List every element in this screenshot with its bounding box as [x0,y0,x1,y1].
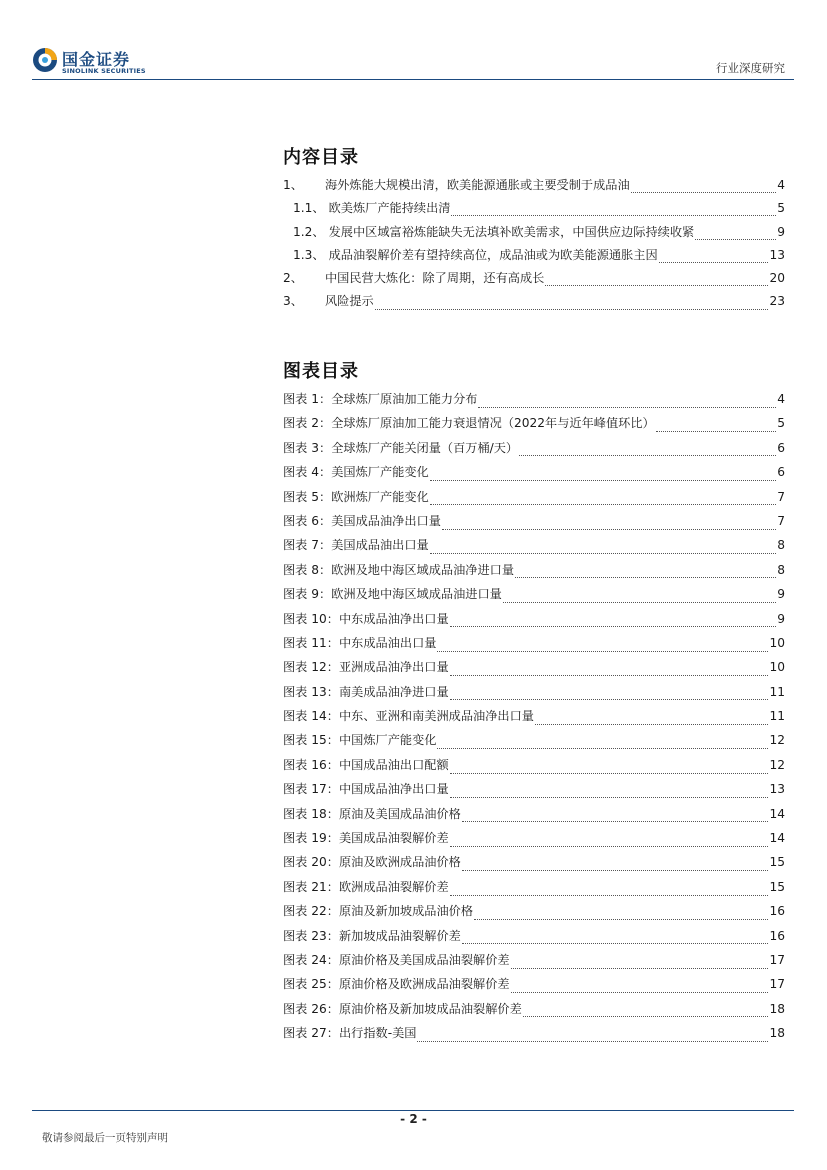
toc-entry-page: 13 [769,247,785,262]
figure-entry-page: 11 [769,684,785,699]
toc-list [283,176,785,316]
dot-leader [450,895,769,896]
toc-entry-page: 9 [777,224,785,239]
company-logo [32,45,152,79]
figure-entry-page: 8 [777,562,785,577]
figure-entry-page: 9 [777,587,785,602]
figure-entry[interactable] [283,927,785,951]
figure-entry[interactable] [283,463,785,487]
figure-entry-page: 5 [777,416,785,431]
toc-entry-page: 4 [777,178,785,192]
toc-entry[interactable] [283,292,785,315]
figure-entry-page: 14 [769,831,785,846]
figure-entry-title: 欧洲及地中海区域成品油净进口量 [331,562,515,577]
figure-entry[interactable] [283,561,785,585]
dot-leader [430,480,777,481]
dot-leader [450,846,769,847]
dot-leader [535,724,769,725]
figure-entry-label: 图表 26： [283,1001,339,1016]
dot-leader [474,919,768,920]
figure-list [283,390,785,1049]
figure-entry-page: 14 [769,806,785,821]
figure-entry-page: 4 [777,392,785,406]
figure-entry-title: 美国成品油出口量 [331,538,429,553]
figure-entry-label: 图表 8： [283,562,332,577]
figure-entry-title: 中东成品油出口量 [338,635,437,650]
figure-entry-title: 欧洲成品油裂解价差 [338,879,449,894]
dot-leader [462,821,769,822]
figure-entry[interactable] [283,634,785,658]
footer-divider [32,1110,794,1111]
figure-entry-page: 7 [777,513,785,528]
figure-entry[interactable] [283,878,785,902]
figure-entry-label: 图表 25： [283,977,339,992]
figure-entry-label: 图表 2： [283,416,332,431]
figure-entry-page: 12 [769,757,785,772]
figure-entry-title: 全球炼厂原油加工能力衰退情况（2022年与近年峰值环比） [331,416,655,431]
figure-entry[interactable] [283,853,785,877]
figure-entry[interactable] [283,829,785,853]
figure-entry-page: 9 [777,611,785,626]
figure-entry-page: 17 [769,977,785,992]
toc-entry-page: 20 [769,271,785,286]
figure-entry-title: 美国成品油净出口量 [331,513,441,528]
figure-entry-label: 图表 6： [283,513,332,528]
figure-entry-label: 图表 23： [283,928,339,943]
figure-entry-title: 原油及美国成品油价格 [338,806,461,821]
figure-entry-label: 图表 17： [283,782,339,797]
figure-entry-page: 17 [769,952,785,967]
toc-entry[interactable] [283,176,785,199]
logo-mark-icon [32,47,58,73]
dot-leader [462,870,769,871]
dot-leader [450,699,769,700]
figure-entry-page: 16 [769,928,785,943]
dot-leader [545,285,768,286]
page-header [0,0,827,82]
figure-entry-label: 图表 15： [283,733,339,748]
figure-entry-label: 图表 14： [283,709,339,724]
toc-entry-title: 风险提示 [324,294,374,309]
page-number: - 2 - [400,1112,427,1126]
dot-leader [430,553,777,554]
figure-entry-label: 图表 11： [283,635,339,650]
figure-entry-label: 图表 24： [283,952,339,967]
dot-leader [450,626,777,627]
figure-entry-title: 美国成品油裂解价差 [338,831,449,846]
figure-entry-page: 15 [769,879,785,894]
figure-entry-title: 亚洲成品油净出口量 [338,660,449,675]
toc-entry[interactable] [283,246,785,269]
figure-entry-page: 16 [769,904,785,919]
figure-list-title: 图表目录 [283,361,359,382]
figure-entry[interactable] [283,951,785,975]
figure-entry-label: 图表 21： [283,879,339,894]
figure-entry[interactable] [283,1024,785,1048]
figure-entry-title: 南美成品油净进口量 [338,684,449,699]
figure-entry-label: 图表 5： [283,489,332,504]
logo-english-name: SINOLINK SECURITIES [62,67,146,75]
figure-entry-title: 原油价格及欧洲成品油裂解价差 [338,977,510,992]
figure-entry-page: 6 [777,465,785,480]
toc-entry-page: 23 [769,294,785,309]
figure-entry-title: 中东成品油净出口量 [338,611,449,626]
dot-leader [656,431,777,432]
header-divider [32,79,794,80]
figure-entry-page: 8 [777,538,785,553]
logo-chinese-name: 国金证券 [62,50,131,69]
figure-entry-page: 10 [769,635,785,650]
figure-entry-page: 18 [769,1001,785,1016]
toc-entry-number: 2、 [283,271,303,286]
figure-entry-page: 12 [769,733,785,748]
figure-entry-title: 中国成品油出口配额 [338,757,449,772]
toc-entry-title: 欧美炼厂产能持续出清 [328,201,451,216]
dot-leader [430,504,777,505]
toc-entry[interactable] [283,199,785,222]
figure-entry[interactable] [283,707,785,731]
figure-entry-title: 原油价格及美国成品油裂解价差 [338,952,510,967]
figure-entry[interactable] [283,414,785,438]
figure-entry-title: 原油及新加坡成品油价格 [338,904,474,919]
toc-entry-page: 5 [777,201,785,216]
toc-entry-title: 海外炼能大规模出清，欧美能源通胀或主要受制于成品油 [324,178,630,192]
toc-entry-title: 中国民营大炼化：除了周期，还有高成长 [324,271,545,286]
figure-entry[interactable] [283,683,785,707]
dot-leader [437,651,768,652]
figure-entry-title: 原油及欧洲成品油价格 [338,855,461,870]
figure-entry-title: 欧洲炼厂产能变化 [331,489,429,504]
dot-leader [523,1016,769,1017]
figure-entry-page: 15 [769,855,785,870]
dot-leader [695,239,776,240]
dot-leader [503,602,776,603]
figure-entry-title: 欧洲及地中海区域成品油进口量 [331,587,502,602]
toc-entry-number: 1.2、 [293,224,325,239]
figure-entry-page: 11 [769,709,785,724]
figure-entry-title: 中国炼厂产能变化 [338,733,437,748]
figure-entry-label: 图表 27： [283,1026,339,1041]
dot-leader [450,797,769,798]
dot-leader [631,192,777,193]
figure-entry[interactable] [283,1000,785,1024]
figure-entry-label: 图表 7： [283,538,332,553]
figure-entry-label: 图表 1： [283,392,332,406]
toc-entry[interactable] [283,223,785,246]
figure-entry-title: 中东、亚洲和南美洲成品油净出口量 [338,709,534,724]
figure-entry-title: 全球炼厂产能关闭量（百万桶/天） [331,440,519,455]
figure-entry-page: 7 [777,489,785,504]
toc-entry-title: 发展中区域富裕炼能缺失无法填补欧美需求，中国供应边际持续收紧 [328,224,695,239]
toc-entry-number: 3、 [283,294,303,309]
figure-entry-label: 图表 16： [283,757,339,772]
disclaimer-note: 敬请参阅最后一页特别声明 [42,1132,168,1144]
figure-entry-label: 图表 4： [283,465,332,480]
figure-entry[interactable] [283,805,785,829]
figure-entry[interactable] [283,658,785,682]
figure-entry[interactable] [283,780,785,804]
dot-leader [417,1041,768,1042]
figure-entry[interactable] [283,512,785,536]
dot-leader [519,455,776,456]
dot-leader [451,215,776,216]
figure-entry-label: 图表 19： [283,831,339,846]
dot-leader [375,309,769,310]
figure-entry-page: 13 [769,782,785,797]
figure-entry[interactable] [283,902,785,926]
figure-entry-title: 美国炼厂产能变化 [331,465,429,480]
figure-entry-page: 10 [769,660,785,675]
figure-entry-title: 原油价格及新加坡成品油裂解价差 [338,1001,522,1016]
dot-leader [478,407,776,408]
dot-leader [450,773,769,774]
report-category: 行业深度研究 [716,61,785,75]
figure-entry[interactable] [283,390,785,414]
dot-leader [437,748,768,749]
dot-leader [511,992,769,993]
dot-leader [450,675,769,676]
figure-entry[interactable] [283,731,785,755]
figure-entry[interactable] [283,488,785,512]
figure-entry-label: 图表 3： [283,440,332,455]
toc-entry[interactable] [283,269,785,292]
dot-leader [659,262,769,263]
figure-entry-page: 6 [777,440,785,455]
figure-entry-label: 图表 9： [283,587,332,602]
figure-entry-title: 出行指数-美国 [338,1026,417,1041]
dot-leader [442,529,776,530]
figure-entry-title: 全球炼厂原油加工能力分布 [331,392,478,406]
figure-entry[interactable] [283,439,785,463]
figure-entry[interactable] [283,975,785,999]
dot-leader [511,968,769,969]
figure-entry-label: 图表 22： [283,904,339,919]
figure-entry-label: 图表 10： [283,611,339,626]
figure-entry[interactable] [283,756,785,780]
figure-entry-page: 18 [769,1026,785,1041]
figure-entry[interactable] [283,585,785,609]
figure-entry-label: 图表 13： [283,684,339,699]
toc-title: 内容目录 [283,147,359,168]
figure-entry-label: 图表 20： [283,855,339,870]
figure-entry-label: 图表 18： [283,806,339,821]
figure-entry[interactable] [283,610,785,634]
figure-entry-label: 图表 12： [283,660,339,675]
toc-entry-number: 1.1、 [293,201,325,216]
figure-entry[interactable] [283,536,785,560]
figure-entry-title: 中国成品油净出口量 [338,782,449,797]
toc-entry-number: 1.3、 [293,247,325,262]
figure-entry-title: 新加坡成品油裂解价差 [338,928,461,943]
toc-entry-title: 成品油裂解价差有望持续高位，成品油或为欧美能源通胀主因 [328,247,658,262]
toc-entry-number: 1、 [283,178,303,192]
dot-leader [462,943,769,944]
dot-leader [515,577,776,578]
